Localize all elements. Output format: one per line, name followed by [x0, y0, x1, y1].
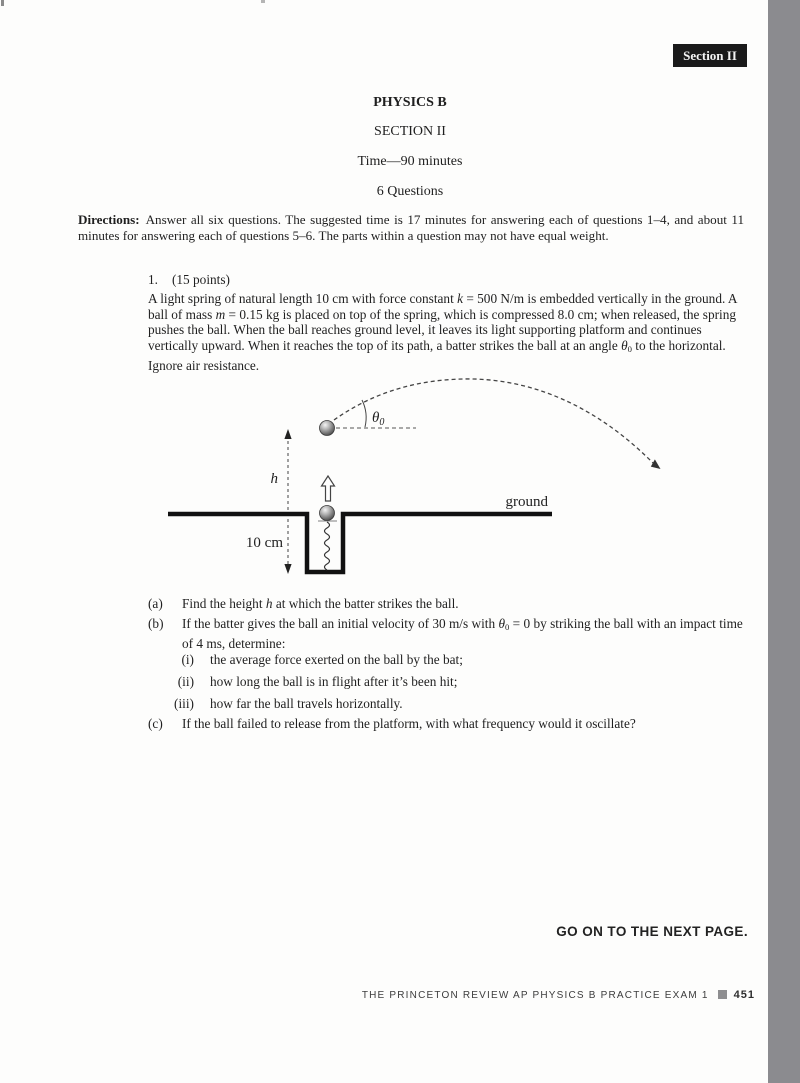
page-number: 451	[733, 989, 755, 1001]
time-limit: Time—90 minutes	[357, 154, 463, 169]
part-c-text: If the ball failed to release from the platform, with what frequency would it oscillate?	[182, 716, 636, 731]
subpart-i-text: the average force exerted on the ball by the bat;	[210, 652, 463, 667]
scan-artifact	[261, 0, 265, 3]
subpart-iii-label: (iii)	[174, 696, 194, 711]
section-badge: Section II	[673, 44, 747, 67]
book-footer	[58, 989, 755, 1001]
directions-label: Directions:	[78, 212, 140, 227]
directions-paragraph	[78, 212, 744, 244]
subpart-ii-label: (ii)	[177, 674, 194, 689]
subpart-iii-row	[174, 696, 714, 712]
upward-launch-arrow-icon	[322, 476, 335, 501]
question-count: 6 Questions	[376, 184, 444, 199]
part-b-label: (b)	[148, 616, 164, 631]
directions-text: Answer all six questions. The suggested time is 17 minutes for answering each of questions 1–4, and about 11 minutes for answering each of questions 5–6. The parts within a question may not have equal weight.	[78, 212, 744, 244]
part-b-row	[148, 616, 744, 651]
part-a-row	[148, 596, 744, 612]
pit-depth-label: 10 cm	[245, 535, 283, 551]
trajectory-arrowhead	[651, 459, 661, 469]
scan-edge-strip	[768, 0, 800, 1083]
ground-and-pit-outline	[168, 514, 552, 572]
section-heading: SECTION II	[374, 124, 446, 139]
part-b-text: If the batter gives the ball an initial velocity of 30 m/s with $\theta_0 = 0$ by striking the ball with an impact time of 4 ms, determine:	[182, 616, 743, 651]
go-on-instruction: GO ON TO THE NEXT PAGE.	[556, 924, 748, 939]
subpart-iii-text: how far the ball travels horizontally.	[210, 696, 403, 711]
subpart-ii-text: how long the ball is in flight after it’s been hit;	[210, 674, 458, 689]
ground-label: ground	[505, 494, 548, 510]
exam-title: PHYSICS B	[373, 95, 447, 110]
launch-angle-label: $\theta_0$	[372, 410, 385, 428]
question-number: 1.	[148, 272, 158, 287]
height-arrow-top-icon	[284, 429, 291, 439]
part-c-label: (c)	[148, 716, 163, 731]
ball-at-apex	[320, 421, 335, 436]
angle-arc	[362, 400, 366, 427]
part-a-text: Find the height h at which the batter strikes the ball.	[182, 596, 459, 611]
height-label: h	[270, 471, 278, 487]
spring-coil	[325, 522, 330, 570]
question-body: A light spring of natural length 10 cm with force constant k = 500 N/m is embedded vertically in the ground. A ball of mass m = 0.15 kg is placed on top of the spring, which is compressed 8.0 cm; when released, the spring pushes the ball. When the ball reaches ground level, it leaves its light supporting platform and continues vertically upward. When it reaches the top of its path, a batter strikes the ball at an angle $\theta_0$ to the horizontal. Ignore air resistance.	[148, 291, 737, 373]
spring-ball-diagram	[150, 370, 670, 590]
subpart-i-label: (i)	[181, 652, 194, 667]
question-number-row	[148, 272, 230, 288]
question-points: (15 points)	[171, 272, 230, 287]
ball-on-spring	[320, 506, 335, 521]
part-a-label: (a)	[148, 596, 163, 611]
height-arrow-bottom-icon	[284, 564, 291, 574]
subpart-ii-row	[174, 674, 714, 690]
subpart-i-row	[174, 652, 714, 668]
part-c-row	[148, 716, 744, 732]
scan-artifact	[1, 0, 4, 6]
page-square-icon	[718, 990, 727, 999]
book-title: THE PRINCETON REVIEW AP PHYSICS B PRACTICE EXAM 1	[361, 990, 709, 1001]
